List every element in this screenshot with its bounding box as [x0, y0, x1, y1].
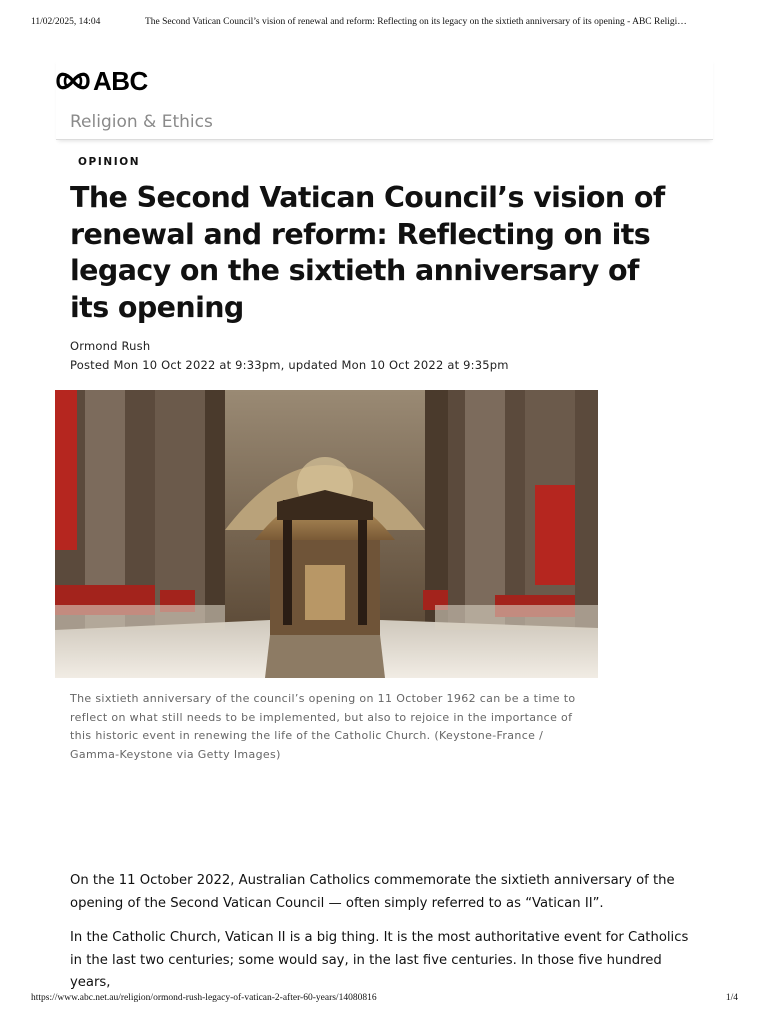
hero-image — [55, 390, 598, 678]
article-paragraph: On the 11 October 2022, Australian Catholics commemorate the sixtieth anniversary of the opening of the Second Vatican Council — often simply referred to as “Vatican II”. — [70, 873, 675, 911]
print-document-title: The Second Vatican Council’s vision of renewal and reform: Reflecting on its legacy on the sixtieth anniversary of its opening - ABC Religi… — [145, 17, 687, 27]
print-datetime: 11/02/2025, 14:04 — [31, 17, 101, 27]
site-header — [56, 58, 713, 140]
article-paragraph: In the Catholic Church, Vatican II is a big thing. It is the most authoritative event for Catholics in the last two centuries; some would say, in the last five centuries. In those five hundred years, — [70, 930, 689, 990]
abc-wordmark: ABC — [93, 66, 148, 96]
abc-lissajous-icon — [56, 69, 90, 93]
posted-date: Posted Mon 10 Oct 2022 at 9:33pm, updated Mon 10 Oct 2022 at 9:35pm — [70, 358, 509, 372]
author-link[interactable]: Ormond Rush — [70, 339, 151, 353]
print-url: https://www.abc.net.au/religion/ormond-rush-legacy-of-vatican-2-after-60-years/14080816 — [31, 993, 377, 1003]
basilica-photo — [55, 390, 598, 678]
print-footer — [31, 993, 738, 1007]
article-headline: The Second Vatican Council’s vision of renewal and reform: Reflecting on its legacy on the sixtieth anniversary of its opening — [70, 181, 665, 324]
print-page-number: 1/4 — [725, 993, 738, 1003]
section-link-religion-ethics[interactable]: Religion & Ethics — [70, 112, 213, 132]
abc-logo-link[interactable] — [56, 67, 148, 95]
article-kicker: OPINION — [78, 156, 141, 168]
image-caption: The sixtieth anniversary of the council’s opening on 11 October 1962 can be a time to reflect on what still needs to be implemented, but also to rejoice in the importance of this historic event in renewing the life of the Catholic Church. (Keystone-France / Gamma-Keystone via Getty Images) — [70, 692, 576, 761]
print-header — [31, 17, 748, 31]
